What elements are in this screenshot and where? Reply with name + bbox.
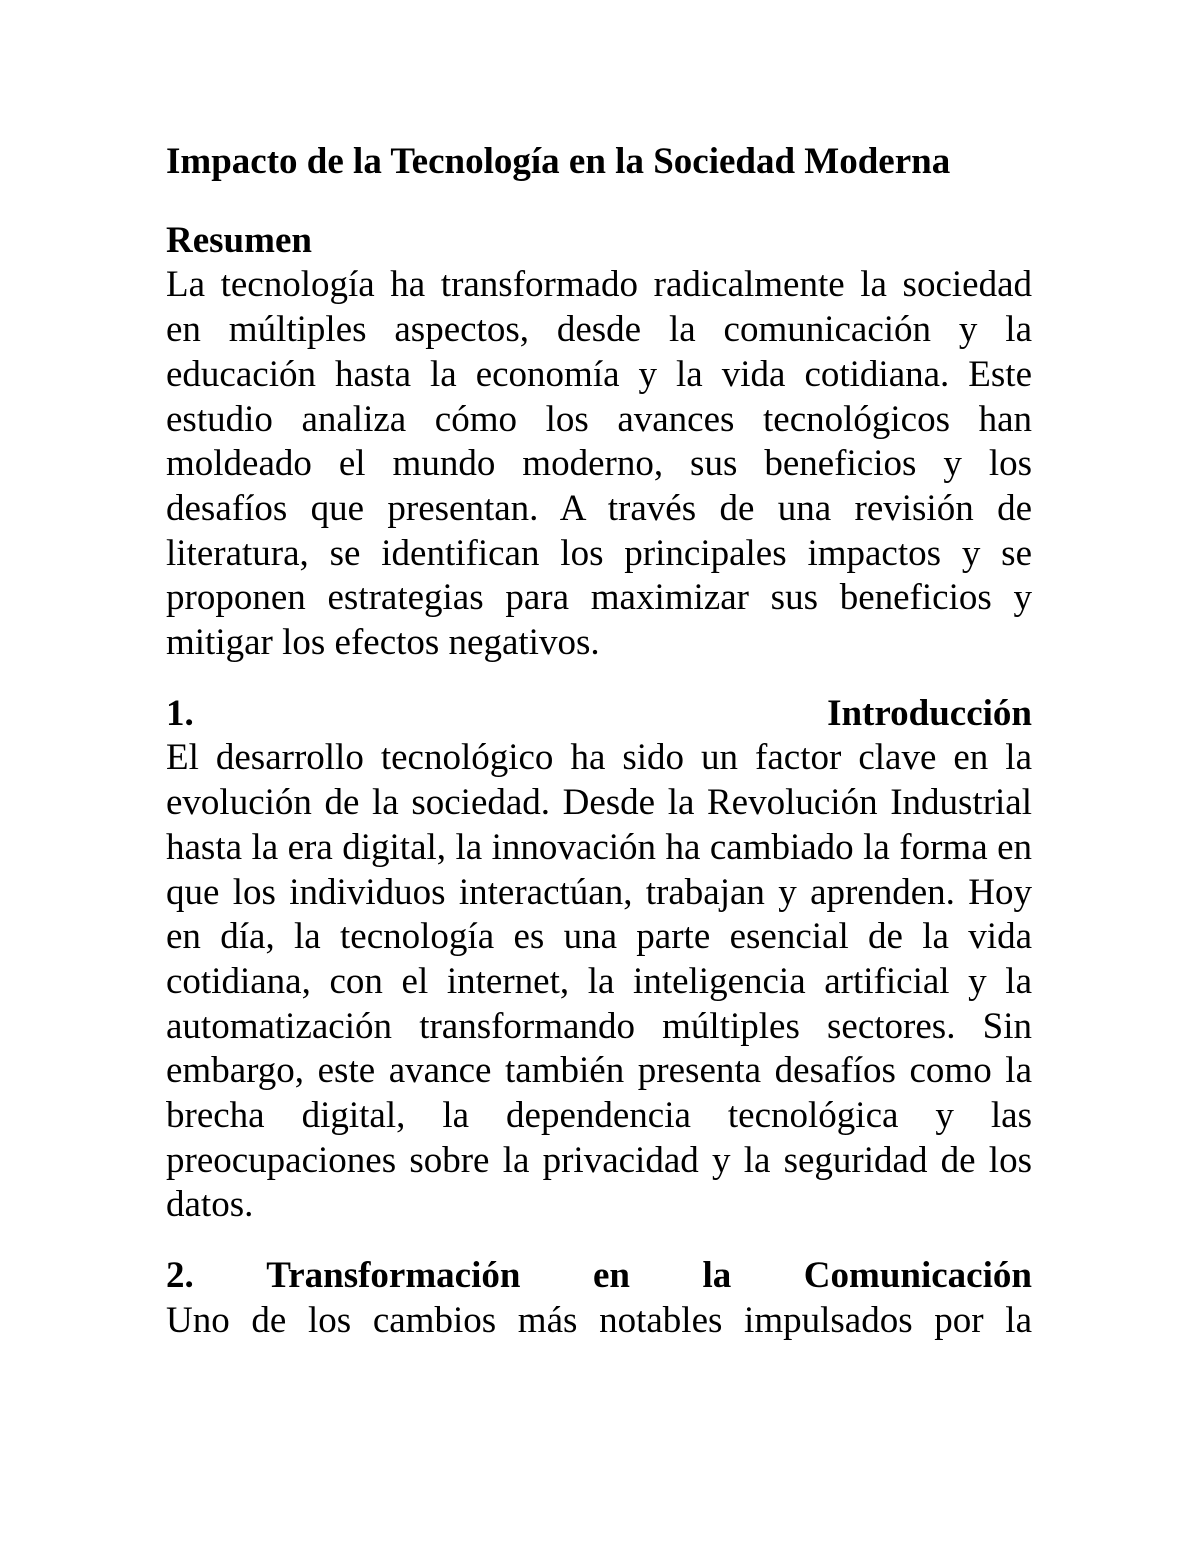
abstract-heading: Resumen <box>166 219 312 261</box>
abstract-text: La tecnología ha transformado radicalmente la sociedad en múltiples aspectos, desde la comunicación y la educación hasta la economía y la vida cotidiana. Este estudio analiza cómo los avances tecnológicos han moldeado el mundo moderno, sus beneficios y los desafíos que presentan. A través de una revisión de literatura, se identifican los principales impactos y se proponen estrategias para maximizar sus beneficios y mitigar los efectos negativos. <box>166 264 1032 664</box>
section-introduction <box>166 692 1032 1228</box>
document-title: Impacto de la Tecnología en la Sociedad Moderna <box>166 141 951 182</box>
section-1-number: 1. <box>166 692 194 734</box>
section-2-title-word-1: Transformación <box>266 1255 521 1297</box>
section-1-heading <box>166 692 1032 737</box>
section-1-title: Introducción <box>827 692 1032 734</box>
section-1-text: El desarrollo tecnológico ha sido un factor clave en la evolución de la sociedad. Desde la Revolución Industrial hasta la era digital, la innovación ha cambiado la forma en que los individuos interactúan, trabajan y aprenden. Hoy en día, la tecnología es una parte esencial de la vida cotidiana, con el internet, la inteligencia artificial y la automatización transformando múltiples sectores. Sin embargo, este avance también presenta desafíos como la brecha digital, la dependencia tecnológica y las preocupaciones sobre la privacidad y la seguridad de los datos. <box>166 737 1032 1226</box>
section-2-heading <box>166 1254 1032 1299</box>
document-page <box>166 140 1032 1370</box>
section-2-number: 2. <box>166 1255 194 1297</box>
section-2-title-word-4: Comunicación <box>803 1255 1032 1297</box>
abstract-section <box>166 219 1032 666</box>
section-2-title-word-3: la <box>702 1255 732 1297</box>
section-2-text: Uno de los cambios más notables impulsados por la <box>166 1299 1032 1341</box>
section-2-title-word-2: en <box>592 1255 630 1297</box>
section-communication <box>166 1254 1032 1343</box>
